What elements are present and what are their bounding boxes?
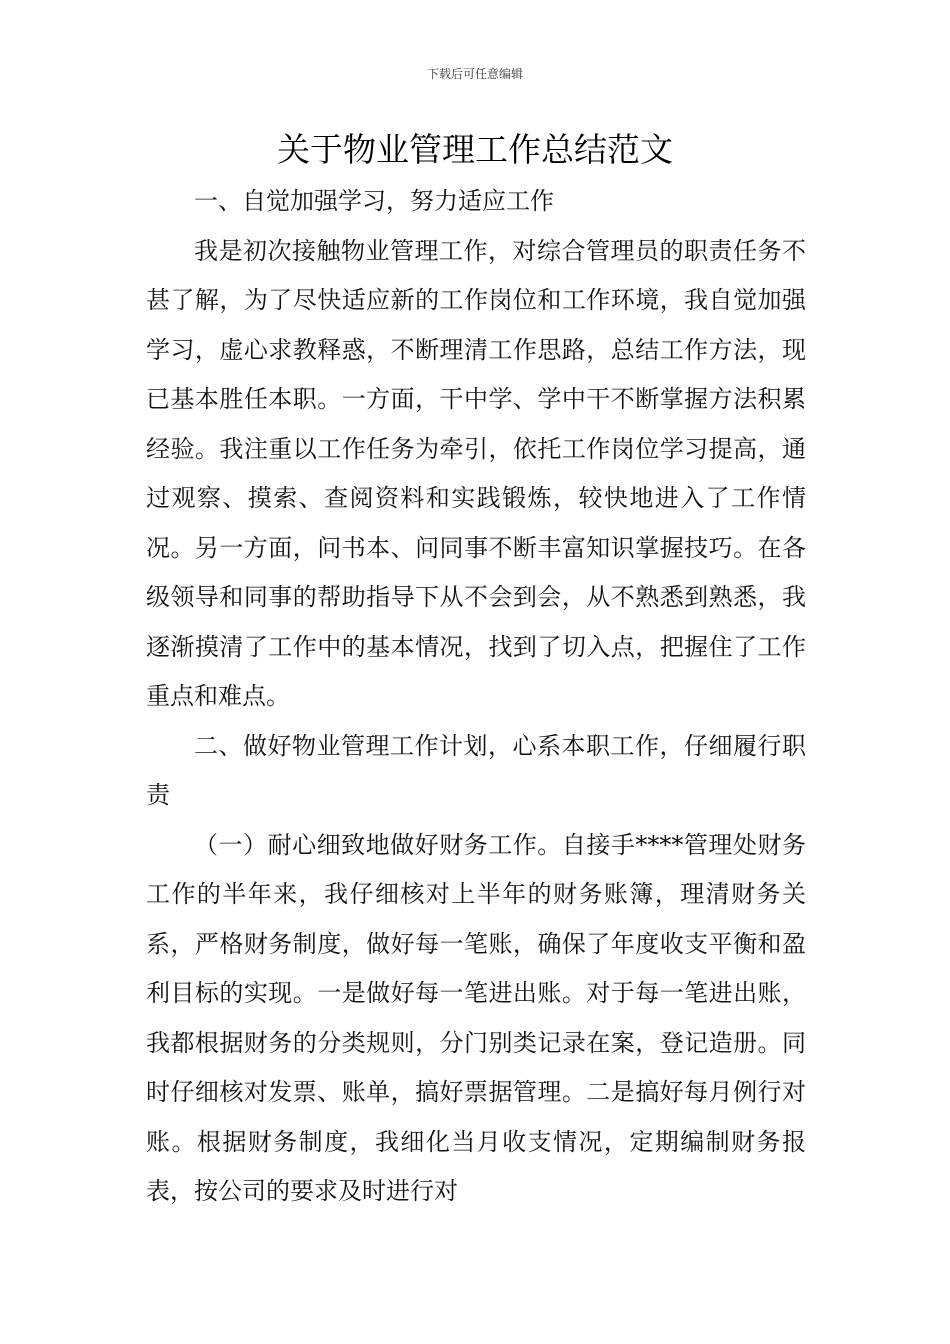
document-body xyxy=(146,177,806,1217)
section-heading-1: 一、自觉加强学习，努力适应工作 xyxy=(194,187,554,215)
paragraph: 我是初次接触物业管理工作，对综合管理员的职责任务不甚了解，为了尽快适应新的工作岗位和工作环境，我自觉加强学习，虚心求教释惑，不断理清工作思路，总结工作方法，现已基本胜任本职。一方面，干中学、学中干不断掌握方法积累经验。我注重以工作任务为牵引，依托工作岗位学习提高，通过观察、摸索、查阅资料和实践锻炼，较快地进入了工作情况。另一方面，问书本、问同事不断丰富知识掌握技巧。在各级领导和同事的帮助指导下从不会到会，从不熟悉到熟悉，我逐渐摸清了工作中的基本情况，找到了切入点，把握住了工作重点和难点。 xyxy=(146,236,806,710)
document-title: 关于物业管理工作总结范文 xyxy=(277,130,673,169)
section-heading-2: 二、做好物业管理工作计划，心系本职工作，仔细履行职责 xyxy=(146,731,806,809)
paragraph: （一）耐心细致地做好财务工作。自接手****管理处财务工作的半年来，我仔细核对上半年的财务账簿，理清财务关系，严格财务制度，做好每一笔账，确保了年度收支平衡和盈利目标的实现。一是做好每一笔进出账。对于每一笔进出账，我都根据财务的分类规则，分门别类记录在案，登记造册。同时仔细核对发票、账单，搞好票据管理。二是搞好每月例行对账。根据财务制度，我细化当月收支情况，定期编制财务报表，按公司的要求及时进行对 xyxy=(146,830,806,1205)
header-note: 下载后可任意编辑 xyxy=(426,67,523,81)
